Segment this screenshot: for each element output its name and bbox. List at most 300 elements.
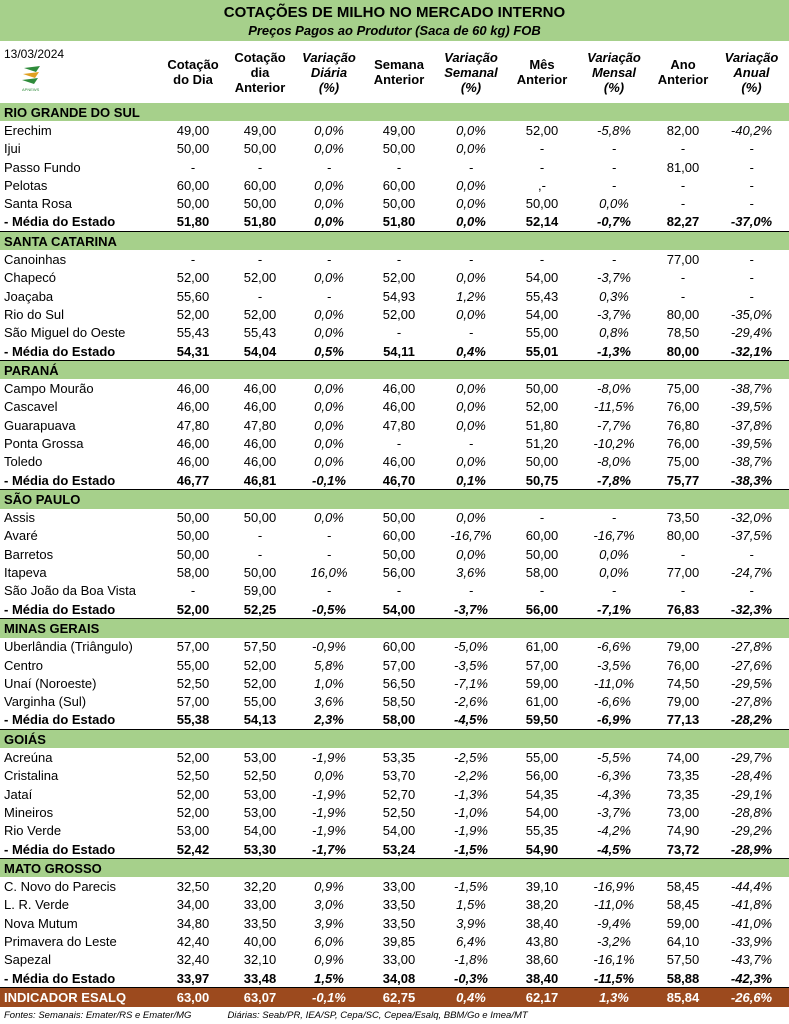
- table-cell: 50,00: [382, 546, 416, 562]
- table-cell: -2,5%: [454, 750, 488, 766]
- table-cell: 52,00: [525, 399, 559, 415]
- table-cell: 50,00: [176, 196, 210, 212]
- table-cell: 62,17: [508, 988, 576, 1007]
- row-label: - Média do Estado: [0, 342, 160, 361]
- table-row: [0, 287, 789, 305]
- table-row: [0, 877, 789, 895]
- table-cell: -: [190, 252, 196, 268]
- table-cell: 53,00: [243, 786, 277, 802]
- table-cell: -11,0%: [593, 675, 635, 691]
- table-cell: -29,5%: [730, 675, 773, 691]
- table-cell: -: [396, 435, 402, 451]
- table-cell: 1,0%: [314, 675, 344, 691]
- table-cell: 59,00: [525, 675, 559, 691]
- table-cell: -5,5%: [597, 750, 631, 766]
- table-cell: 33,00: [243, 897, 277, 913]
- table-cell: -0,1%: [294, 471, 364, 490]
- table-cell: -6,3%: [597, 768, 631, 784]
- table-cell: 0,8%: [599, 325, 629, 341]
- row-label: - Média do Estado: [0, 840, 160, 859]
- table-cell: 74,90: [666, 823, 700, 839]
- table-cell: 52,14: [508, 213, 576, 232]
- table-cell: 60,00: [176, 177, 210, 193]
- table-cell: -1,8%: [454, 952, 488, 968]
- table-cell: -: [611, 159, 617, 175]
- quote-date: 13/03/2024: [4, 47, 65, 61]
- footer-daily-sources: Diárias: Seab/PR, IEA/SP, Cepa/SC, Cepea/Esalq, BBM/Go e Imea/MT: [227, 1010, 528, 1021]
- table-cell: 0,0%: [456, 122, 486, 138]
- table-cell: 58,45: [666, 897, 700, 913]
- table-cell: 54,35: [525, 786, 559, 802]
- table-row: [0, 194, 789, 212]
- table-cell: -: [190, 159, 196, 175]
- table-cell: -: [468, 252, 474, 268]
- table-cell: 63,00: [160, 988, 226, 1007]
- table-cell: 0,0%: [599, 196, 629, 212]
- table-row: [0, 121, 789, 139]
- region-name: MINAS GERAIS: [0, 619, 789, 638]
- table-cell: -32,3%: [714, 600, 789, 619]
- table-cell: -: [326, 252, 332, 268]
- column-header: [508, 43, 576, 101]
- row-label: INDICADOR ESALQ: [0, 988, 160, 1007]
- table-cell: 52,00: [176, 270, 210, 286]
- table-row: [0, 638, 789, 656]
- table-cell: 47,80: [243, 417, 277, 433]
- table-cell: 46,00: [176, 381, 210, 397]
- table-cell: -10,2%: [593, 435, 635, 451]
- region-header-row: [0, 232, 789, 251]
- table-cell: 46,00: [243, 399, 277, 415]
- state-average-row: [0, 342, 789, 361]
- table-cell: 80,00: [652, 342, 714, 361]
- table-cell: -24,7%: [730, 565, 773, 581]
- table-cell: 32,50: [176, 879, 210, 895]
- table-cell: -32,1%: [714, 342, 789, 361]
- table-cell: -37,8%: [730, 417, 773, 433]
- table-cell: 77,00: [666, 252, 700, 268]
- row-label: Ponta Grossa: [4, 435, 84, 451]
- table-cell: 3,9%: [456, 915, 486, 931]
- table-cell: -1,5%: [434, 840, 508, 859]
- table-cell: -4,5%: [576, 840, 652, 859]
- table-row: [0, 785, 789, 803]
- table-cell: -: [611, 510, 617, 526]
- table-row: [0, 509, 789, 527]
- row-label: Acreúna: [4, 750, 53, 766]
- region-name: SANTA CATARINA: [0, 232, 789, 251]
- table-row: [0, 527, 789, 545]
- table-cell: -28,4%: [730, 768, 773, 784]
- table-cell: 0,0%: [314, 325, 344, 341]
- table-cell: 51,20: [525, 435, 559, 451]
- table-cell: -3,7%: [597, 804, 631, 820]
- table-cell: -: [611, 177, 617, 193]
- table-cell: 60,00: [382, 528, 416, 544]
- table-row: [0, 140, 789, 158]
- table-cell: 76,00: [666, 435, 700, 451]
- table-cell: 63,07: [226, 988, 294, 1007]
- table-cell: 46,77: [160, 471, 226, 490]
- table-cell: 0,0%: [314, 177, 344, 193]
- table-cell: -27,8%: [730, 694, 773, 710]
- table-cell: 59,00: [243, 583, 277, 599]
- table-cell: -: [539, 159, 545, 175]
- table-cell: -: [539, 510, 545, 526]
- table-cell: 0,0%: [456, 270, 486, 286]
- row-label: Erechim: [4, 122, 52, 138]
- column-header-line: dia: [250, 64, 270, 80]
- table-cell: 0,0%: [314, 435, 344, 451]
- table-row: [0, 250, 789, 268]
- table-cell: -: [611, 583, 617, 599]
- table-cell: 32,40: [176, 952, 210, 968]
- table-cell: -3,5%: [454, 657, 488, 673]
- column-header-line: Anterior: [234, 79, 286, 95]
- table-cell: -: [257, 288, 263, 304]
- table-cell: -39,5%: [730, 399, 773, 415]
- table-cell: 57,00: [525, 657, 559, 673]
- table-cell: 0,0%: [456, 417, 486, 433]
- table-cell: -28,9%: [714, 840, 789, 859]
- table-cell: 0,0%: [456, 546, 486, 562]
- row-label: Barretos: [4, 546, 54, 562]
- table-cell: 0,0%: [314, 270, 344, 286]
- row-label: Passo Fundo: [4, 159, 81, 175]
- column-header: [160, 43, 226, 101]
- table-cell: 73,35: [666, 786, 700, 802]
- table-cell: -: [326, 583, 332, 599]
- column-header-line: Anterior: [657, 72, 709, 87]
- table-cell: 0,0%: [434, 213, 508, 232]
- table-cell: 55,01: [508, 342, 576, 361]
- table-cell: -: [257, 528, 263, 544]
- table-cell: 51,80: [364, 213, 434, 232]
- table-row: [0, 693, 789, 711]
- row-label: Jataí: [4, 786, 33, 802]
- table-cell: -3,5%: [597, 657, 631, 673]
- table-cell: -6,9%: [576, 711, 652, 730]
- table-row: [0, 914, 789, 932]
- region-header-row: [0, 859, 789, 878]
- table-cell: 50,00: [243, 141, 277, 157]
- column-header-line: (%): [318, 79, 340, 95]
- table-cell: -39,5%: [730, 435, 773, 451]
- table-cell: -: [749, 177, 754, 193]
- column-header-line: Cotação: [167, 57, 219, 72]
- row-label: Cascavel: [4, 399, 58, 415]
- table-cell: 57,00: [382, 657, 416, 673]
- table-cell: -0,3%: [434, 969, 508, 988]
- table-cell: -33,9%: [730, 934, 773, 949]
- table-cell: 50,00: [382, 141, 416, 157]
- table-cell: 5,8%: [314, 657, 344, 673]
- quotation-table: [0, 103, 789, 1007]
- table-cell: -1,9%: [312, 750, 346, 766]
- table-row: [0, 176, 789, 194]
- table-cell: 57,00: [176, 639, 210, 655]
- table-cell: -9,4%: [597, 915, 631, 931]
- region-name: MATO GROSSO: [0, 859, 789, 878]
- column-header-row: [0, 43, 789, 101]
- table-cell: 54,00: [382, 823, 416, 839]
- title-band: [0, 0, 789, 41]
- table-cell: -: [749, 546, 754, 562]
- table-cell: -: [326, 528, 332, 544]
- esalq-indicator-row: [0, 988, 789, 1007]
- table-cell: 53,00: [243, 804, 277, 820]
- row-label: Itapeva: [4, 565, 47, 581]
- table-cell: 52,00: [382, 306, 416, 322]
- table-cell: -26,6%: [714, 988, 789, 1007]
- table-cell: -2,6%: [454, 694, 488, 710]
- table-cell: 46,00: [176, 454, 210, 470]
- table-cell: 52,00: [160, 600, 226, 619]
- row-label: - Média do Estado: [0, 711, 160, 730]
- table-cell: -: [396, 325, 402, 341]
- table-cell: -6,6%: [597, 694, 631, 710]
- region-name: PARANÁ: [0, 361, 789, 380]
- table-cell: -1,9%: [312, 823, 346, 839]
- table-cell: 33,50: [243, 915, 277, 931]
- table-cell: 73,72: [652, 840, 714, 859]
- table-cell: 56,00: [382, 565, 416, 581]
- state-average-row: [0, 471, 789, 490]
- table-cell: -38,7%: [730, 381, 773, 397]
- table-cell: 50,00: [525, 546, 559, 562]
- region-name: GOIÁS: [0, 730, 789, 749]
- table-cell: 55,60: [176, 288, 210, 304]
- table-cell: 76,00: [666, 657, 700, 673]
- table-cell: 73,50: [666, 510, 700, 526]
- table-cell: -38,7%: [730, 454, 773, 470]
- table-cell: 58,50: [382, 694, 416, 710]
- table-row: [0, 158, 789, 176]
- table-cell: -28,2%: [714, 711, 789, 730]
- table-row: [0, 269, 789, 287]
- sources-footer: [4, 1010, 564, 1021]
- table-cell: 1,5%: [456, 897, 486, 913]
- table-cell: 0,3%: [599, 288, 629, 304]
- table-cell: -29,2%: [730, 823, 773, 839]
- row-label: Unaí (Noroeste): [4, 675, 97, 691]
- table-cell: -4,5%: [434, 711, 508, 730]
- region-name: SÃO PAULO: [0, 490, 789, 509]
- table-cell: 0,0%: [599, 546, 629, 562]
- table-cell: 57,00: [176, 694, 210, 710]
- row-label: Ijui: [4, 141, 21, 157]
- table-cell: -1,7%: [294, 840, 364, 859]
- table-cell: -2,2%: [454, 768, 488, 784]
- column-header-line: Mês: [529, 57, 555, 72]
- table-cell: 38,60: [525, 952, 559, 968]
- table-cell: 42,40: [176, 934, 210, 949]
- table-cell: 76,00: [666, 399, 700, 415]
- table-cell: 46,81: [226, 471, 294, 490]
- state-average-row: [0, 840, 789, 859]
- row-label: Uberlândia (Triângulo): [4, 639, 133, 655]
- table-cell: 52,00: [176, 750, 210, 766]
- table-cell: 50,75: [508, 471, 576, 490]
- row-label: Pelotas: [4, 177, 48, 193]
- column-header: [576, 43, 652, 101]
- table-cell: 52,00: [176, 786, 210, 802]
- table-row: [0, 434, 789, 452]
- table-cell: 33,00: [382, 952, 416, 968]
- table-cell: -42,3%: [714, 969, 789, 988]
- table-cell: -1,5%: [454, 879, 488, 895]
- table-cell: -1,9%: [454, 823, 488, 839]
- table-cell: -: [257, 252, 263, 268]
- table-cell: 50,00: [176, 546, 210, 562]
- table-row: [0, 453, 789, 471]
- table-cell: -: [680, 177, 686, 193]
- table-cell: -: [396, 159, 402, 175]
- table-cell: 54,11: [364, 342, 434, 361]
- table-cell: 43,80: [525, 934, 559, 949]
- table-cell: 59,50: [508, 711, 576, 730]
- table-cell: -37,5%: [730, 528, 773, 544]
- table-cell: 54,93: [382, 288, 416, 304]
- region-header-row: [0, 730, 789, 749]
- table-cell: 53,70: [382, 768, 416, 784]
- table-cell: 49,00: [176, 122, 210, 138]
- table-row: [0, 545, 789, 563]
- table-row: [0, 656, 789, 674]
- table-cell: 54,00: [525, 306, 559, 322]
- table-cell: 0,9%: [314, 952, 344, 968]
- state-average-row: [0, 213, 789, 232]
- table-cell: 56,00: [508, 600, 576, 619]
- table-cell: -1,9%: [312, 786, 346, 802]
- column-header-line: Ano: [670, 57, 696, 72]
- table-cell: -29,7%: [730, 750, 773, 766]
- table-row: [0, 398, 789, 416]
- table-cell: 52,00: [176, 804, 210, 820]
- table-cell: 52,50: [176, 675, 210, 691]
- table-cell: 0,0%: [456, 454, 486, 470]
- table-cell: 0,0%: [599, 565, 629, 581]
- table-cell: 0,4%: [434, 988, 508, 1007]
- table-cell: 52,50: [382, 804, 416, 820]
- table-cell: 1,2%: [456, 288, 486, 304]
- table-cell: 0,0%: [314, 381, 344, 397]
- table-cell: 54,90: [508, 840, 576, 859]
- table-cell: -11,0%: [593, 897, 635, 913]
- table-cell: -1,9%: [312, 804, 346, 820]
- state-average-row: [0, 969, 789, 988]
- table-cell: 50,00: [243, 510, 277, 526]
- table-cell: 64,10: [666, 934, 700, 949]
- table-cell: 0,0%: [314, 196, 344, 212]
- row-label: São Miguel do Oeste: [4, 325, 126, 341]
- table-cell: -: [680, 583, 686, 599]
- column-header-line: Semanal: [444, 64, 498, 80]
- table-cell: 73,35: [666, 768, 700, 784]
- table-cell: 50,00: [525, 381, 559, 397]
- table-cell: -11,5%: [593, 399, 635, 415]
- table-cell: -: [257, 159, 263, 175]
- table-cell: -: [468, 435, 474, 451]
- table-cell: ,-: [538, 177, 546, 193]
- table-cell: 39,10: [525, 879, 559, 895]
- table-cell: 52,42: [160, 840, 226, 859]
- row-label: Nova Mutum: [4, 915, 78, 931]
- table-cell: 0,0%: [456, 381, 486, 397]
- table-cell: -0,9%: [312, 639, 346, 655]
- table-cell: 46,00: [243, 454, 277, 470]
- table-cell: 85,84: [652, 988, 714, 1007]
- table-row: [0, 822, 789, 840]
- column-header-line: (%): [603, 79, 625, 95]
- table-cell: 75,00: [666, 381, 700, 397]
- table-cell: 33,48: [226, 969, 294, 988]
- table-cell: 58,00: [176, 565, 210, 581]
- table-row: [0, 674, 789, 692]
- table-cell: 61,00: [525, 639, 559, 655]
- row-label: - Média do Estado: [0, 600, 160, 619]
- table-cell: 52,00: [243, 306, 277, 322]
- table-cell: 6,0%: [314, 934, 344, 949]
- table-cell: 74,00: [666, 750, 700, 766]
- table-cell: 52,50: [243, 768, 277, 784]
- table-cell: 55,43: [243, 325, 277, 341]
- table-cell: 56,00: [525, 768, 559, 784]
- table-cell: -: [539, 583, 545, 599]
- row-label: Primavera do Leste: [4, 934, 117, 949]
- table-cell: 59,00: [666, 915, 700, 931]
- table-cell: -: [326, 288, 332, 304]
- table-cell: 54,00: [364, 600, 434, 619]
- table-cell: 76,80: [666, 417, 700, 433]
- row-label: Rio Verde: [4, 823, 62, 839]
- table-cell: -40,2%: [730, 122, 773, 138]
- table-cell: 60,00: [382, 639, 416, 655]
- table-cell: 40,00: [243, 934, 277, 949]
- table-cell: 54,13: [226, 711, 294, 730]
- table-cell: 0,4%: [434, 342, 508, 361]
- table-cell: -: [326, 159, 332, 175]
- column-header-line: (%): [741, 79, 762, 95]
- table-cell: 62,75: [364, 988, 434, 1007]
- table-cell: -38,3%: [714, 471, 789, 490]
- row-label: Avaré: [4, 528, 38, 544]
- table-cell: 57,50: [666, 952, 700, 968]
- table-cell: 0,1%: [434, 471, 508, 490]
- table-cell: -7,8%: [576, 471, 652, 490]
- table-cell: -43,7%: [730, 952, 773, 968]
- table-cell: -3,7%: [434, 600, 508, 619]
- table-cell: 3,6%: [314, 694, 344, 710]
- column-header-line: Mensal: [591, 64, 637, 80]
- table-cell: -4,3%: [597, 786, 631, 802]
- table-row: [0, 767, 789, 785]
- table-row: [0, 416, 789, 434]
- table-cell: 53,30: [226, 840, 294, 859]
- region-header-row: [0, 619, 789, 638]
- table-cell: -3,7%: [597, 306, 631, 322]
- column-header: [652, 43, 714, 101]
- table-cell: 58,00: [525, 565, 559, 581]
- table-cell: 82,27: [652, 213, 714, 232]
- table-cell: 47,80: [176, 417, 210, 433]
- table-cell: -: [749, 583, 754, 599]
- table-cell: -27,6%: [730, 657, 773, 673]
- column-header: [364, 43, 434, 101]
- table-row: [0, 896, 789, 914]
- table-cell: -29,1%: [730, 786, 773, 802]
- table-cell: 46,00: [382, 399, 416, 415]
